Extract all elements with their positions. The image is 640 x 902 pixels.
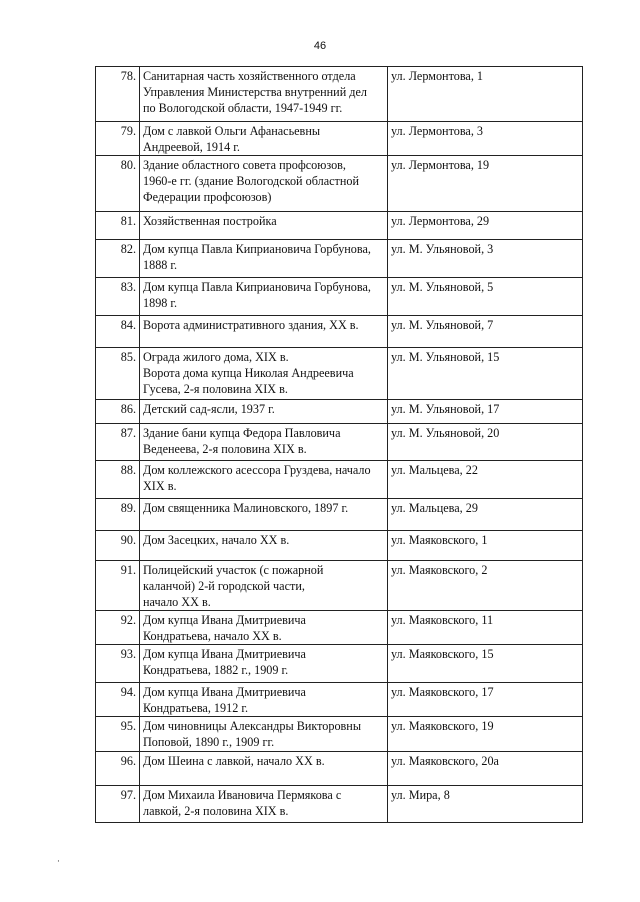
- object-address: ул. Лермонтова, 19: [388, 156, 583, 212]
- table-row: [96, 499, 583, 531]
- object-address: ул. Маяковского, 11: [388, 611, 583, 645]
- table-row: [96, 400, 583, 424]
- table-row: [96, 531, 583, 561]
- object-description: Дом Засецких, начало XX в.: [140, 531, 388, 561]
- row-number: 87.: [96, 424, 140, 461]
- object-address: ул. Маяковского, 20а: [388, 752, 583, 786]
- object-address: ул. Лермонтова, 29: [388, 212, 583, 240]
- object-address: ул. Мальцева, 29: [388, 499, 583, 531]
- object-description: Дом купца Ивана Дмитриевича Кондратьева, 1882 г., 1909 г.: [140, 645, 388, 683]
- table-row: [96, 240, 583, 278]
- object-description: Здание бани купца Федора Павловича Веденеева, 2-я половина XIX в.: [140, 424, 388, 461]
- object-address: ул. М. Ульяновой, 17: [388, 400, 583, 424]
- row-number: 83.: [96, 278, 140, 316]
- object-address: ул. М. Ульяновой, 20: [388, 424, 583, 461]
- table-row: [96, 348, 583, 400]
- object-description: Дом купца Ивана Дмитриевича Кондратьева, начало XX в.: [140, 611, 388, 645]
- object-address: ул. Маяковского, 2: [388, 561, 583, 611]
- object-description: Ограда жилого дома, XIX в. Ворота дома купца Николая Андреевича Гусева, 2-я половина XIX в.: [140, 348, 388, 400]
- object-description: Дом коллежского асессора Груздева, начало XIX в.: [140, 461, 388, 499]
- row-number: 79.: [96, 122, 140, 156]
- table-row: [96, 611, 583, 645]
- row-number: 97.: [96, 786, 140, 823]
- object-address: ул. Маяковского, 1: [388, 531, 583, 561]
- object-address: ул. Лермонтова, 3: [388, 122, 583, 156]
- row-number: 90.: [96, 531, 140, 561]
- table-row: [96, 683, 583, 717]
- table-row: [96, 156, 583, 212]
- page-number: 46: [313, 40, 327, 52]
- object-description: Хозяйственная постройка: [140, 212, 388, 240]
- row-number: 94.: [96, 683, 140, 717]
- object-description: Здание областного совета профсоюзов, 1960-е гг. (здание Вологодской областной Федерации профсоюзов): [140, 156, 388, 212]
- object-address: ул. Лермонтова, 1: [388, 67, 583, 122]
- row-number: 84.: [96, 316, 140, 348]
- row-number: 88.: [96, 461, 140, 499]
- table-row: [96, 212, 583, 240]
- object-address: ул. Мира, 8: [388, 786, 583, 823]
- object-address: ул. Маяковского, 17: [388, 683, 583, 717]
- row-number: 85.: [96, 348, 140, 400]
- table-row: [96, 645, 583, 683]
- object-description: Детский сад-ясли, 1937 г.: [140, 400, 388, 424]
- table-row: [96, 717, 583, 752]
- object-address: ул. М. Ульяновой, 3: [388, 240, 583, 278]
- object-description: Дом купца Ивана Дмитриевича Кондратьева, 1912 г.: [140, 683, 388, 717]
- row-number: 81.: [96, 212, 140, 240]
- row-number: 95.: [96, 717, 140, 752]
- table-row: [96, 461, 583, 499]
- scan-speck: ·: [57, 857, 60, 867]
- object-description: Дом купца Павла Киприановича Горбунова, 1898 г.: [140, 278, 388, 316]
- object-address: ул. М. Ульяновой, 5: [388, 278, 583, 316]
- object-description: Дом Шеина с лавкой, начало XX в.: [140, 752, 388, 786]
- table-row: [96, 786, 583, 823]
- row-number: 86.: [96, 400, 140, 424]
- table-row: [96, 561, 583, 611]
- object-address: ул. Мальцева, 22: [388, 461, 583, 499]
- row-number: 80.: [96, 156, 140, 212]
- row-number: 91.: [96, 561, 140, 611]
- object-description: Санитарная часть хозяйственного отдела Управления Министерства внутренний дел по Вологодской области, 1947-1949 гг.: [140, 67, 388, 122]
- object-address: ул. М. Ульяновой, 15: [388, 348, 583, 400]
- table-row: [96, 122, 583, 156]
- row-number: 82.: [96, 240, 140, 278]
- object-description: Дом священника Малиновского, 1897 г.: [140, 499, 388, 531]
- object-description: Ворота административного здания, XX в.: [140, 316, 388, 348]
- table-row: [96, 424, 583, 461]
- row-number: 96.: [96, 752, 140, 786]
- object-description: Дом купца Павла Киприановича Горбунова, 1888 г.: [140, 240, 388, 278]
- table-row: [96, 752, 583, 786]
- table-body: [96, 67, 583, 823]
- table-row: [96, 278, 583, 316]
- row-number: 89.: [96, 499, 140, 531]
- table-row: [96, 67, 583, 122]
- row-number: 78.: [96, 67, 140, 122]
- object-address: ул. Маяковского, 15: [388, 645, 583, 683]
- table-row: [96, 316, 583, 348]
- object-description: Дом с лавкой Ольги Афанасьевны Андреевой, 1914 г.: [140, 122, 388, 156]
- object-address: ул. Маяковского, 19: [388, 717, 583, 752]
- object-description: Полицейский участок (с пожарной каланчой) 2-й городской части, начало XX в.: [140, 561, 388, 611]
- object-description: Дом чиновницы Александры Викторовны Поповой, 1890 г., 1909 гг.: [140, 717, 388, 752]
- object-address: ул. М. Ульяновой, 7: [388, 316, 583, 348]
- row-number: 92.: [96, 611, 140, 645]
- heritage-objects-table: [95, 66, 583, 823]
- object-description: Дом Михаила Ивановича Пермякова с лавкой, 2-я половина XIX в.: [140, 786, 388, 823]
- row-number: 93.: [96, 645, 140, 683]
